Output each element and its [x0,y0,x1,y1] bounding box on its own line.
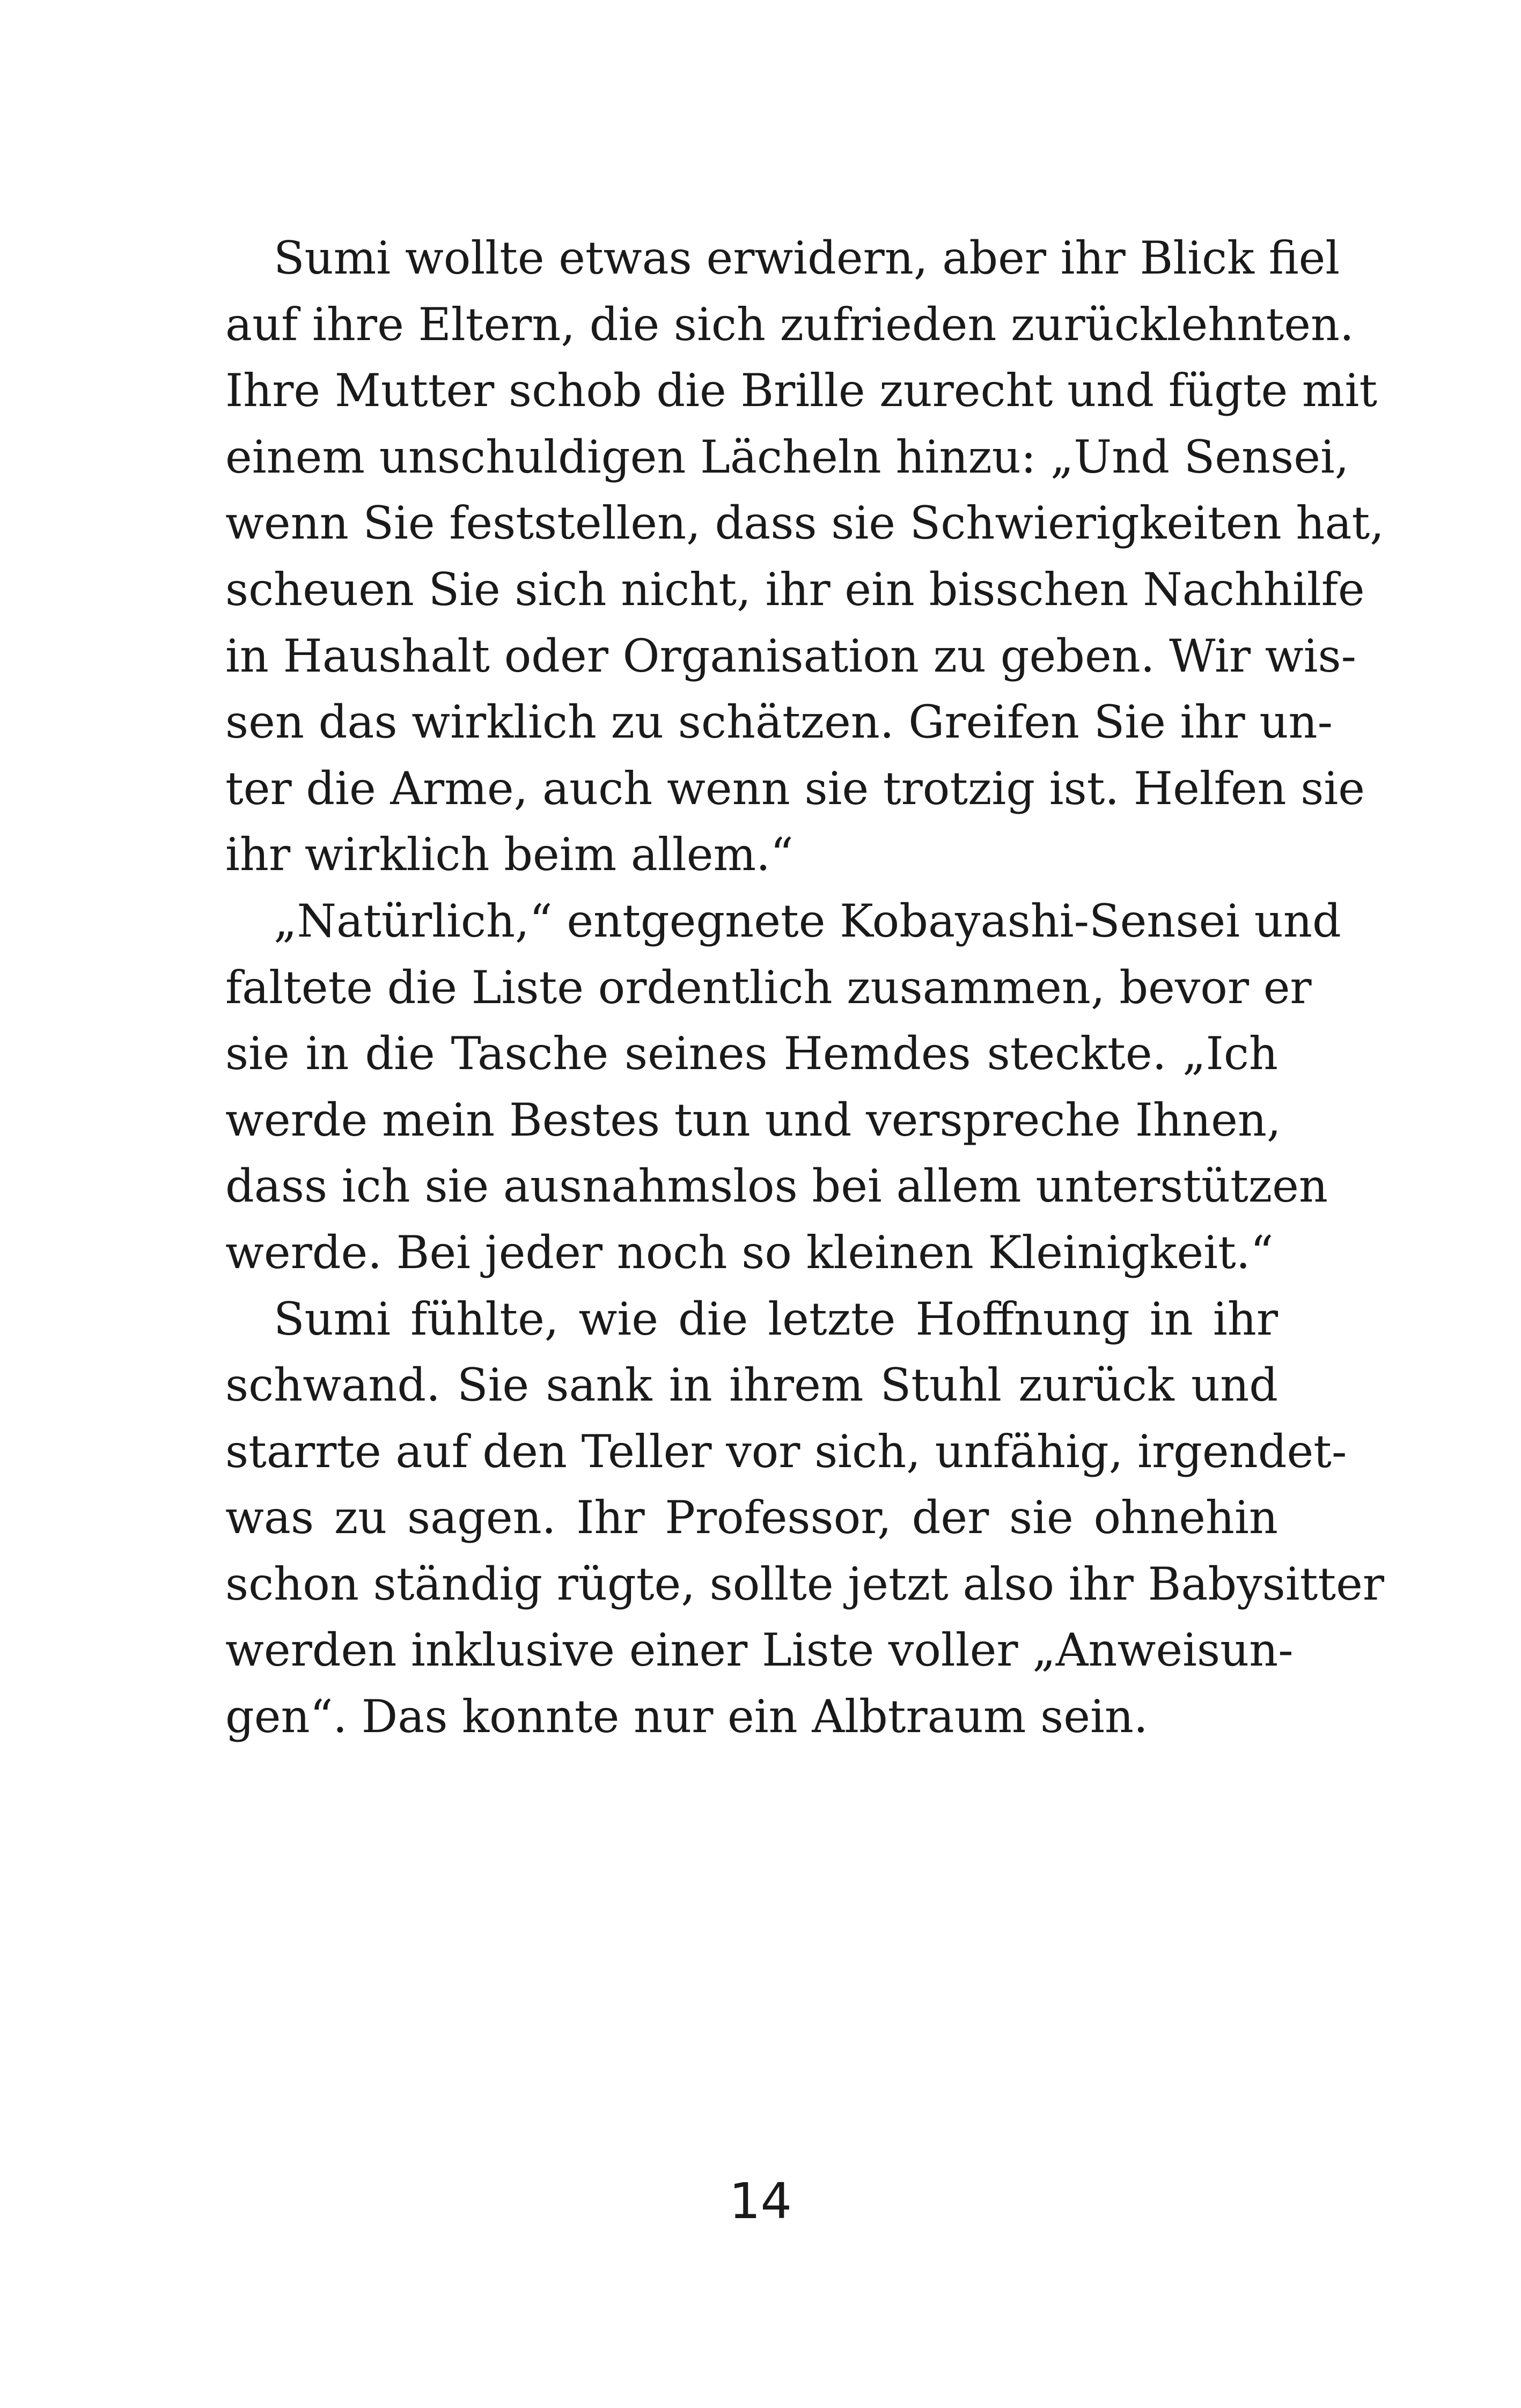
body-text [225,225,1385,1750]
text-line: einem unschuldigen Lächeln hinzu: „Und Sensei, [225,430,1349,483]
text-line: ter die Arme, auch wenn sie trotzig ist. Helfen sie [225,762,1365,815]
text-line: Sumi fühlte, wie die letzte Hoffnung in ihr [274,1292,1278,1345]
page-number: 14 [729,2173,792,2230]
text-line: schon ständig rügte, sollte jetzt also ihr Babysitter [225,1557,1385,1610]
text-line: „Natürlich,“ entgegnete Kobayashi-Sensei und [274,894,1341,947]
text-line: scheuen Sie sich nicht, ihr ein bisschen Nachhilfe [225,563,1365,616]
text-line: was zu sagen. Ihr Professor, der sie ohnehin [225,1491,1278,1544]
text-line: werden inklusive einer Liste voller „Anweisun- [225,1624,1294,1677]
text-line: ihr wirklich beim allem.“ [225,828,793,881]
text-line: sie in die Tasche seines Hemdes steckte. „Ich [225,1027,1278,1080]
text-line: werde mein Bestes tun und verspreche Ihnen, [225,1093,1281,1146]
text-line: in Haushalt oder Organisation zu geben. Wir wis- [225,629,1356,682]
text-line: gen“. Das konnte nur ein Albtraum sein. [225,1690,1148,1743]
text-line: Ihre Mutter schob die Brille zurecht und fügte mit [225,364,1378,417]
text-line: auf ihre Eltern, die sich zufrieden zurücklehnten. [225,298,1354,351]
text-line: werde. Bei jeder noch so kleinen Kleinigkeit.“ [225,1226,1274,1279]
text-line: sen das wirklich zu schätzen. Greifen Sie ihr un- [225,696,1333,749]
text-line: faltete die Liste ordentlich zusammen, bevor er [225,961,1312,1014]
text-line: starrte auf den Teller vor sich, unfähig, irgendet- [225,1425,1347,1478]
text-line: dass ich sie ausnahmslos bei allem unterstützen [225,1160,1328,1213]
text-line: Sumi wollte etwas erwidern, aber ihr Blick fiel [274,232,1340,284]
text-line: wenn Sie feststellen, dass sie Schwierigkeiten hat, [225,497,1385,550]
text-line: schwand. Sie sank in ihrem Stuhl zurück und [225,1359,1278,1412]
